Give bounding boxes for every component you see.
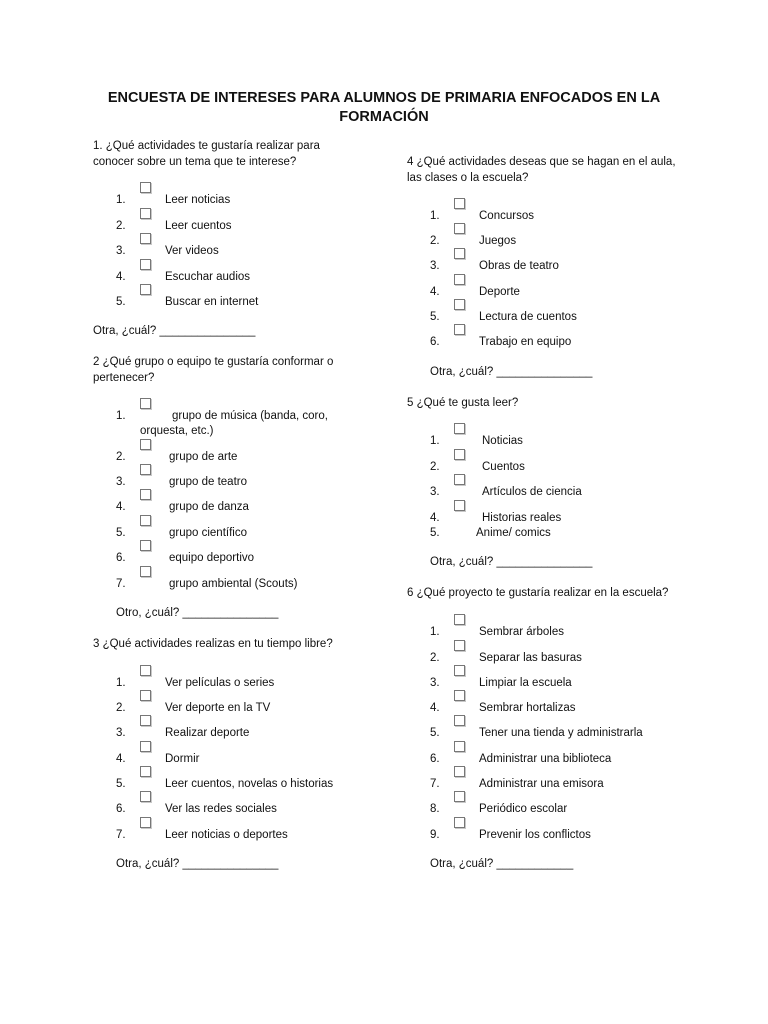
- option-number: 2.: [430, 652, 440, 664]
- option-number: 5.: [116, 778, 126, 790]
- option-label: Administrar una biblioteca: [479, 753, 612, 765]
- option-label: grupo de música (banda, coro,: [172, 410, 328, 422]
- option-label: Juegos: [479, 235, 517, 247]
- option-label: Noticias: [482, 435, 523, 447]
- option-label: Lectura de cuentos: [479, 311, 577, 323]
- option-number: 2.: [116, 702, 126, 714]
- option-number: 3.: [430, 260, 440, 272]
- question-2-text: [93, 354, 333, 386]
- option-number: 4.: [430, 702, 440, 714]
- option-label: Sembrar árboles: [479, 626, 565, 638]
- survey-title: [60, 89, 708, 127]
- option-label-continued: orquesta, etc.): [140, 425, 214, 437]
- option-number: 1.: [430, 626, 440, 638]
- checkbox[interactable]: [454, 274, 465, 285]
- option-number: 1.: [116, 677, 126, 689]
- question-4-line1: 4 ¿Qué actividades deseas que se hagan en el aula,: [407, 156, 676, 168]
- option-label: Anime/ comics: [476, 527, 551, 539]
- option-number: 5.: [116, 527, 126, 539]
- checkbox[interactable]: [454, 614, 465, 625]
- option-label: Deporte: [479, 286, 520, 298]
- option-label: Leer cuentos: [165, 220, 232, 232]
- q2-other-field[interactable]: Otro, ¿cuál? _______________: [116, 607, 279, 619]
- question-5-line1: 5 ¿Qué te gusta leer?: [407, 397, 519, 409]
- option-number: 6.: [116, 552, 126, 564]
- checkbox[interactable]: [454, 817, 465, 828]
- checkbox[interactable]: [454, 690, 465, 701]
- option-number: 4.: [116, 271, 126, 283]
- option-label: Tener una tienda y administrarla: [479, 727, 643, 739]
- checkbox[interactable]: [454, 324, 465, 335]
- checkbox[interactable]: [140, 715, 151, 726]
- option-number: 9.: [430, 829, 440, 841]
- checkbox[interactable]: [140, 665, 151, 676]
- checkbox[interactable]: [140, 439, 151, 450]
- question-4-line2: las clases o la escuela?: [407, 172, 529, 184]
- option-number: 4.: [430, 286, 440, 298]
- option-label: Prevenir los conflictos: [479, 829, 591, 841]
- option-label: Ver deporte en la TV: [165, 702, 271, 714]
- option-label: grupo científico: [169, 527, 247, 539]
- option-number: 3.: [116, 245, 126, 257]
- option-number: 1.: [116, 194, 126, 206]
- option-number: 6.: [430, 753, 440, 765]
- option-label: Sembrar hortalizas: [479, 702, 576, 714]
- option-label: Ver películas o series: [165, 677, 275, 689]
- checkbox[interactable]: [454, 223, 465, 234]
- option-label: grupo ambiental (Scouts): [169, 578, 298, 590]
- checkbox[interactable]: [454, 423, 465, 434]
- option-label: Administrar una emisora: [479, 778, 604, 790]
- checkbox[interactable]: [454, 500, 465, 511]
- option-number: 6.: [116, 803, 126, 815]
- question-6-text: [407, 585, 668, 601]
- checkbox[interactable]: [454, 766, 465, 777]
- checkbox[interactable]: [140, 182, 151, 193]
- option-number: 5.: [430, 727, 440, 739]
- option-number: 3.: [430, 486, 440, 498]
- option-label: Periódico escolar: [479, 803, 568, 815]
- option-number: 3.: [116, 476, 126, 488]
- q5-other-field[interactable]: Otra, ¿cuál? _______________: [430, 556, 593, 568]
- option-label: equipo deportivo: [169, 552, 255, 564]
- question-3-text: [93, 636, 333, 652]
- option-label: Historias reales: [482, 512, 562, 524]
- checkbox[interactable]: [454, 791, 465, 802]
- q3-other-field[interactable]: Otra, ¿cuál? _______________: [116, 858, 279, 870]
- option-number: 1.: [430, 435, 440, 447]
- option-label: Realizar deporte: [165, 727, 250, 739]
- checkbox[interactable]: [140, 741, 151, 752]
- option-label: Leer noticias o deportes: [165, 829, 288, 841]
- option-label: Leer cuentos, novelas o historias: [165, 778, 334, 790]
- option-number: 2.: [116, 451, 126, 463]
- option-label: grupo de teatro: [169, 476, 248, 488]
- question-4-text: [407, 154, 676, 186]
- checkbox[interactable]: [140, 398, 151, 409]
- option-number: 8.: [430, 803, 440, 815]
- question-1-text: [93, 138, 320, 170]
- option-label: Cuentos: [482, 461, 525, 473]
- option-label: Trabajo en equipo: [479, 336, 572, 348]
- option-label: grupo de danza: [169, 501, 249, 513]
- question-1-line2: conocer sobre un tema que te interese?: [93, 156, 297, 168]
- option-label: Leer noticias: [165, 194, 231, 206]
- option-number: 3.: [116, 727, 126, 739]
- option-label: Ver videos: [165, 245, 219, 257]
- option-label: Separar las basuras: [479, 652, 582, 664]
- checkbox[interactable]: [140, 791, 151, 802]
- option-number: 2.: [116, 220, 126, 232]
- option-number: 2.: [430, 235, 440, 247]
- checkbox[interactable]: [140, 817, 151, 828]
- checkbox[interactable]: [140, 766, 151, 777]
- option-label: Artículos de ciencia: [482, 486, 582, 498]
- question-2-line1: 2 ¿Qué grupo o equipo te gustaría conformar o: [93, 356, 334, 368]
- option-label: Obras de teatro: [479, 260, 559, 272]
- checkbox[interactable]: [140, 690, 151, 701]
- checkbox[interactable]: [454, 665, 465, 676]
- checkbox[interactable]: [140, 566, 151, 577]
- option-label: Dormir: [165, 753, 200, 765]
- checkbox[interactable]: [454, 299, 465, 310]
- option-number: 5.: [430, 527, 440, 539]
- q1-other-field[interactable]: Otra, ¿cuál? _______________: [93, 325, 256, 337]
- checkbox[interactable]: [140, 208, 151, 219]
- option-number: 1.: [116, 410, 126, 422]
- option-label: Concursos: [479, 210, 534, 222]
- question-6-line1: 6 ¿Qué proyecto te gustaría realizar en la escuela?: [407, 587, 669, 599]
- option-number: 4.: [116, 753, 126, 765]
- checkbox[interactable]: [454, 474, 465, 485]
- checkbox[interactable]: [140, 464, 151, 475]
- checkbox[interactable]: [454, 198, 465, 209]
- checkbox[interactable]: [140, 489, 151, 500]
- checkbox[interactable]: [140, 284, 151, 295]
- q4-other-field[interactable]: Otra, ¿cuál? _______________: [430, 366, 593, 378]
- option-label: Escuchar audios: [165, 271, 251, 283]
- checkbox[interactable]: [454, 715, 465, 726]
- question-5-text: [407, 395, 518, 411]
- checkbox[interactable]: [140, 259, 151, 270]
- checkbox[interactable]: [140, 233, 151, 244]
- question-3-line1: 3 ¿Qué actividades realizas en tu tiempo libre?: [93, 638, 333, 650]
- option-number: 6.: [430, 336, 440, 348]
- question-1-line1: 1. ¿Qué actividades te gustaría realizar para: [93, 140, 320, 152]
- question-2-line2: pertenecer?: [93, 372, 155, 384]
- checkbox[interactable]: [140, 515, 151, 526]
- option-label: Buscar en internet: [165, 296, 259, 308]
- option-number: 7.: [116, 578, 126, 590]
- survey-title-line1: ENCUESTA DE INTERESES PARA ALUMNOS DE PRIMARIA ENFOCADOS EN LA: [107, 90, 661, 106]
- option-label: grupo de arte: [169, 451, 238, 463]
- option-label: Limpiar la escuela: [479, 677, 572, 689]
- checkbox[interactable]: [140, 540, 151, 551]
- option-number: 4.: [430, 512, 440, 524]
- option-label: Ver las redes sociales: [165, 803, 277, 815]
- q6-other-field[interactable]: Otra, ¿cuál? ____________: [430, 858, 574, 870]
- option-number: 1.: [430, 210, 440, 222]
- option-number: 5.: [116, 296, 126, 308]
- option-number: 2.: [430, 461, 440, 473]
- option-number: 3.: [430, 677, 440, 689]
- checkbox[interactable]: [454, 248, 465, 259]
- checkbox[interactable]: [454, 741, 465, 752]
- checkbox[interactable]: [454, 449, 465, 460]
- option-number: 4.: [116, 501, 126, 513]
- survey-title-line2: FORMACIÓN: [339, 109, 429, 125]
- option-number: 5.: [430, 311, 440, 323]
- option-number: 7.: [430, 778, 440, 790]
- checkbox[interactable]: [454, 640, 465, 651]
- option-number: 7.: [116, 829, 126, 841]
